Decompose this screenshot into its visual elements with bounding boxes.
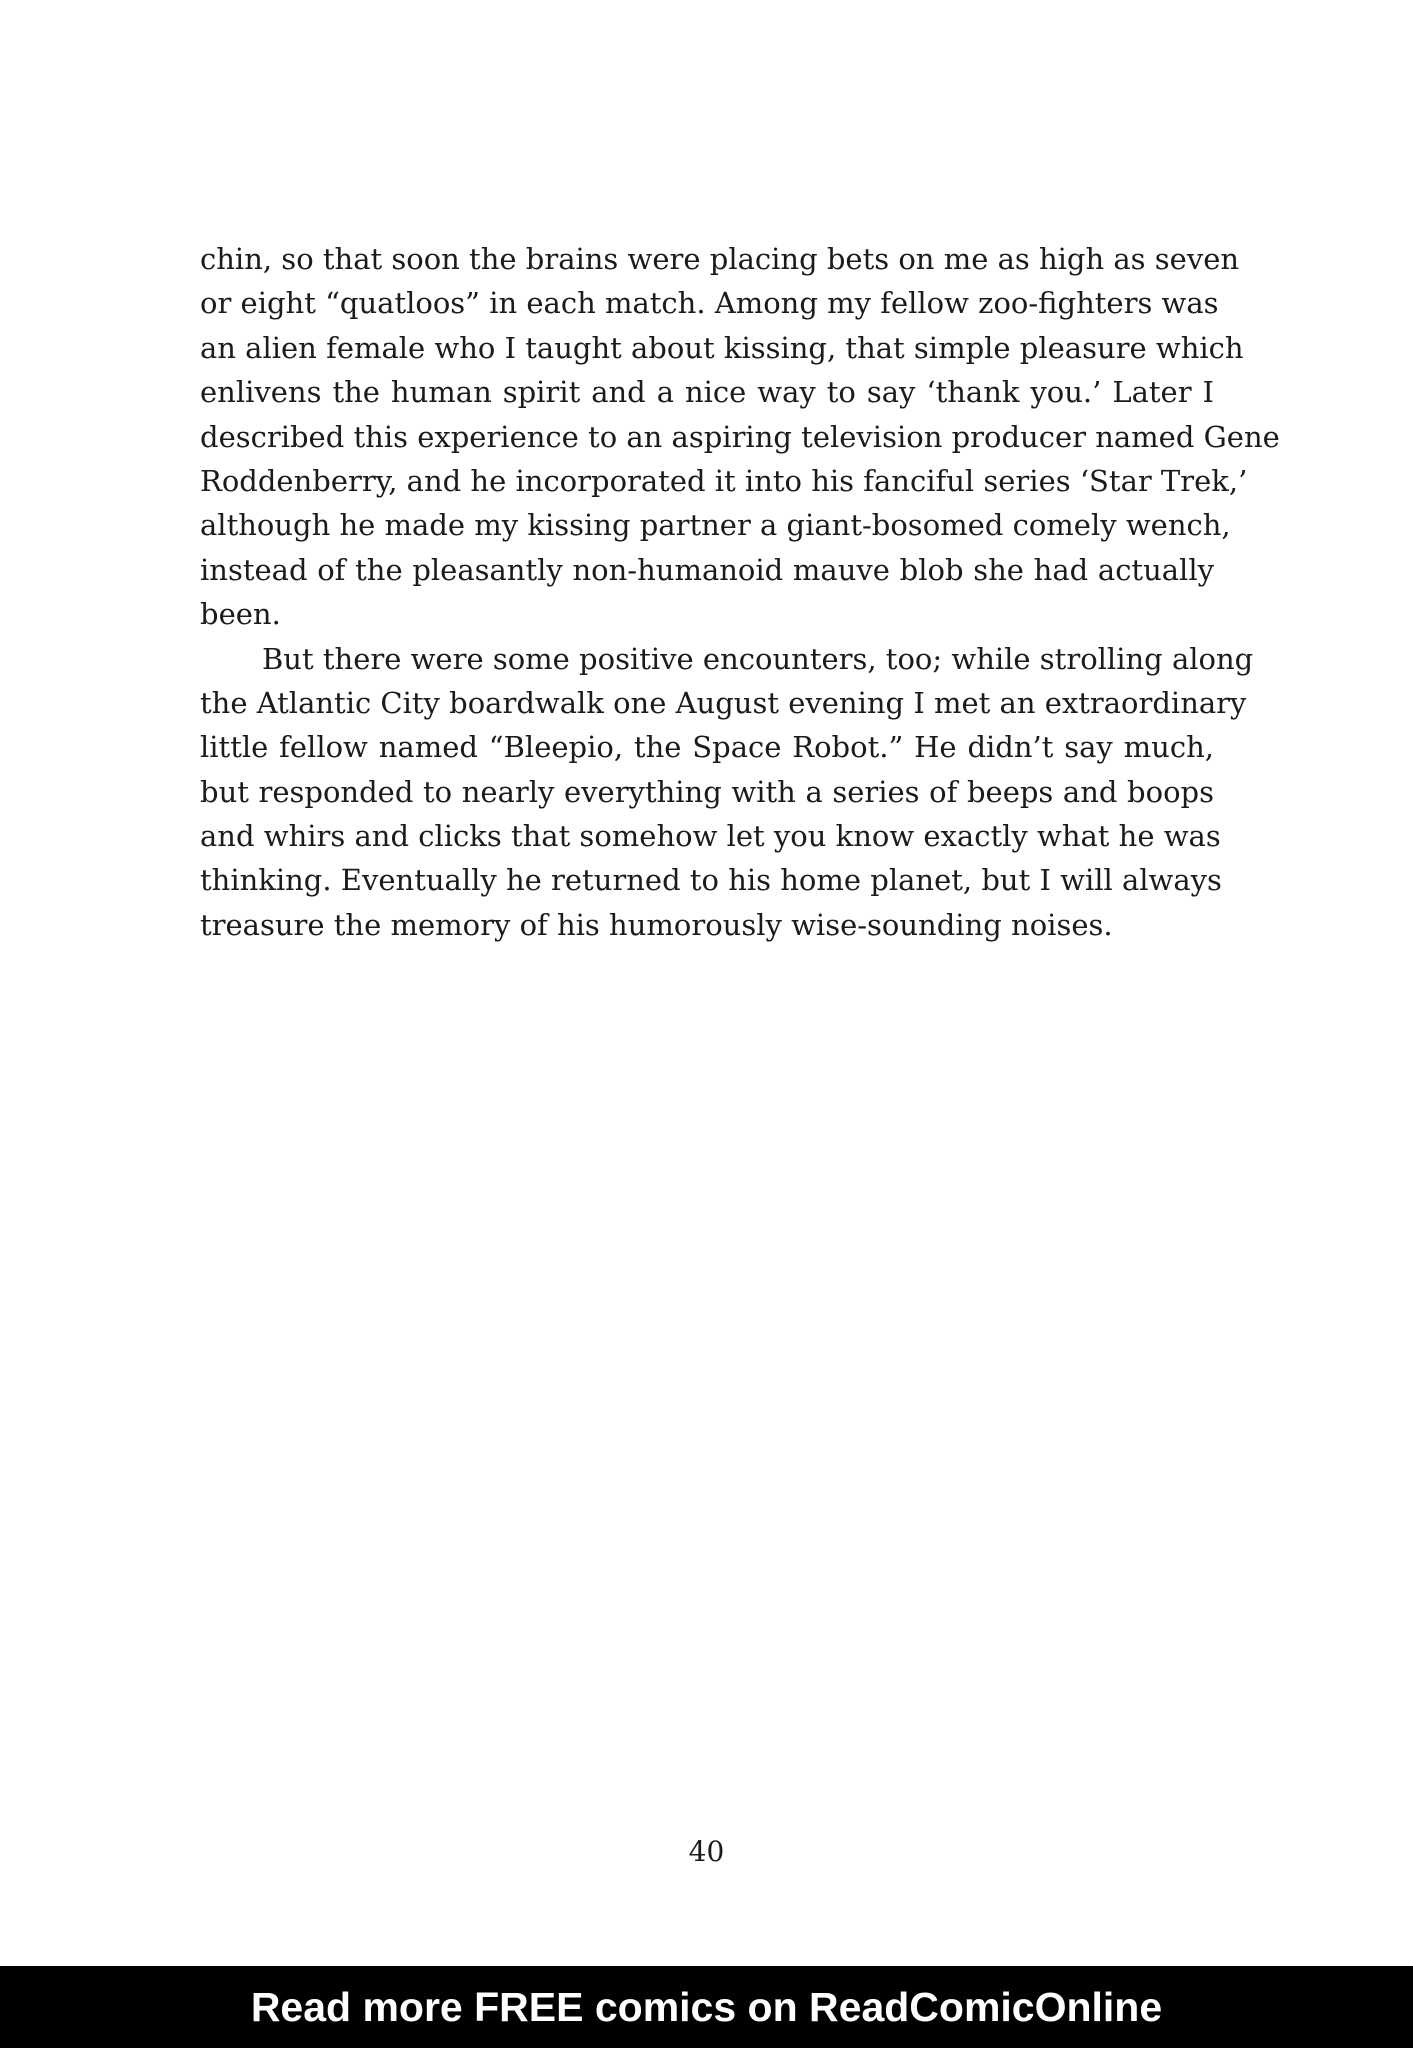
text-line: thinking. Eventually he returned to his home planet, but I will always [200,863,1222,898]
text-line: But there were some positive encounters, too; while strolling along [262,641,1254,676]
promo-banner-text[interactable]: Read more FREE comics on ReadComicOnline [250,1983,1163,2030]
text-line: an alien female who I taught about kissing, that simple pleasure which [200,330,1244,365]
text-line: been. [200,597,281,632]
text-line: little fellow named “Bleepio, the Space Robot.” He didn’t say much, [200,730,1214,765]
promo-banner[interactable] [0,1966,1413,2048]
text-line: or eight “quatloos” in each match. Among my fellow zoo-fighters was [200,286,1219,321]
text-line: Roddenberry, and he incorporated it into his fanciful series ‘Star Trek,’ [200,463,1248,498]
text-line: instead of the pleasantly non-humanoid mauve blob she had actually [200,552,1214,587]
body-text [200,237,1280,947]
paragraph-1 [200,237,1280,637]
paragraph-2 [200,637,1254,948]
page-number: 40 [688,1835,725,1868]
text-line: chin, so that soon the brains were placing bets on me as high as seven [200,242,1240,276]
text-line: the Atlantic City boardwalk one August evening I met an extraordinary [200,685,1247,720]
text-line: although he made my kissing partner a giant-bosomed comely wench, [200,508,1231,543]
text-line: treasure the memory of his humorously wise-sounding noises. [200,907,1113,942]
text-line: described this experience to an aspiring television producer named Gene [200,419,1280,454]
text-line: but responded to nearly everything with a series of beeps and boops [200,774,1214,809]
text-line: enlivens the human spirit and a nice way to say ‘thank you.’ Later I [200,375,1214,410]
text-line: and whirs and clicks that somehow let you know exactly what he was [200,819,1221,854]
